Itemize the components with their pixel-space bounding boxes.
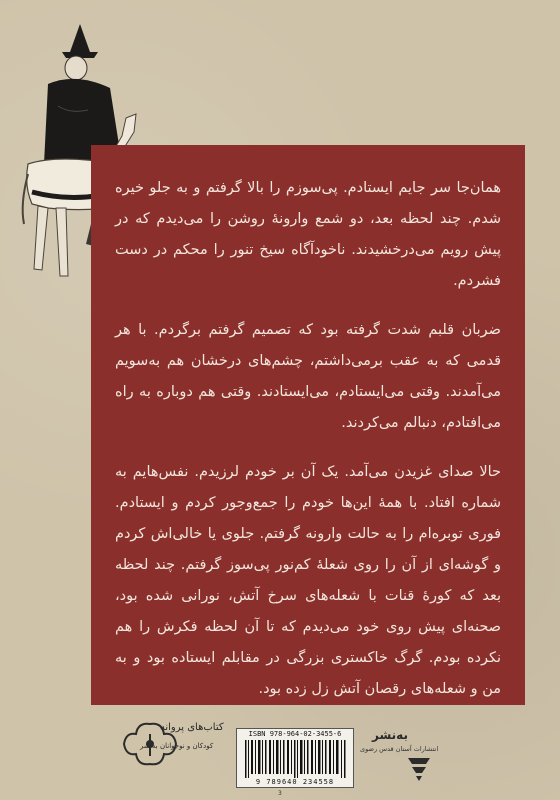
excerpt-paragraph-1: همان‌جا سر جایم ایستادم. پی‌سوزم را بالا گرفتم و به جلو خیره شدم. چند لحظه بعد، دو شمع وارونهٔ روشن را می‌دیدم که در پیش رویم می‌درخشیدند. ناخودآگاه سیخ تنور را محکم در دست فشردم. (115, 180, 501, 289)
publisher-name: به‌نشر (372, 728, 408, 742)
page-number: 3 (278, 790, 282, 797)
barcode (236, 728, 354, 788)
imprint-subtitle: کودکان و نوجوانان به‌نشر (140, 742, 214, 750)
publisher-logo-icon (404, 754, 434, 782)
excerpt-paragraph-2: ضربان قلبم شدت گرفته بود که تصمیم گرفتم برگردم. با هر قدمی که به عقب برمی‌داشتم، چشم‌های درخشان هم به‌سویم می‌آمدند. وقتی می‌ایستادم، می‌ایستادند. وقتی هم دوباره به راه می‌افتادم، دنبالم می‌کردند. (115, 322, 501, 431)
barcode-number: 9 789640 234558 (255, 778, 335, 786)
back-cover-text-panel (91, 145, 525, 705)
publisher-subtitle: انتشارات آستان قدس رضوی (360, 745, 439, 753)
excerpt-paragraph-3: حالا صدای غزیدن می‌آمد. یک آن بر خودم لرزیدم. نفس‌هایم به شماره افتاد. با همهٔ این‌ها خودم را جمع‌وجور کردم و ایستادم. فوری توبره‌ام را به حالت وارونه گرفتم. جلوی یا خالی‌اش کردم و گوشه‌ای از آن را روی شعلهٔ کم‌نور پی‌سوز گرفتم. چند لحظه بعد که کورهٔ قنات با شعله‌های سرخ آتش، نورانی شده بود، صحنه‌ای پیش روی خود می‌دیدم که تا آن لحظه فکرش را هم نکرده بودم. گرگ خاکستری بزرگی در مقابلم ایستاده بود و به من و شعله‌های رقصان آتش زل زده بود. (115, 464, 501, 697)
imprint-name: کتاب‌های پروانه (160, 722, 224, 733)
isbn-text: ISBN 978-964-02-3455-6 (248, 730, 342, 738)
barcode-bars (245, 740, 347, 778)
